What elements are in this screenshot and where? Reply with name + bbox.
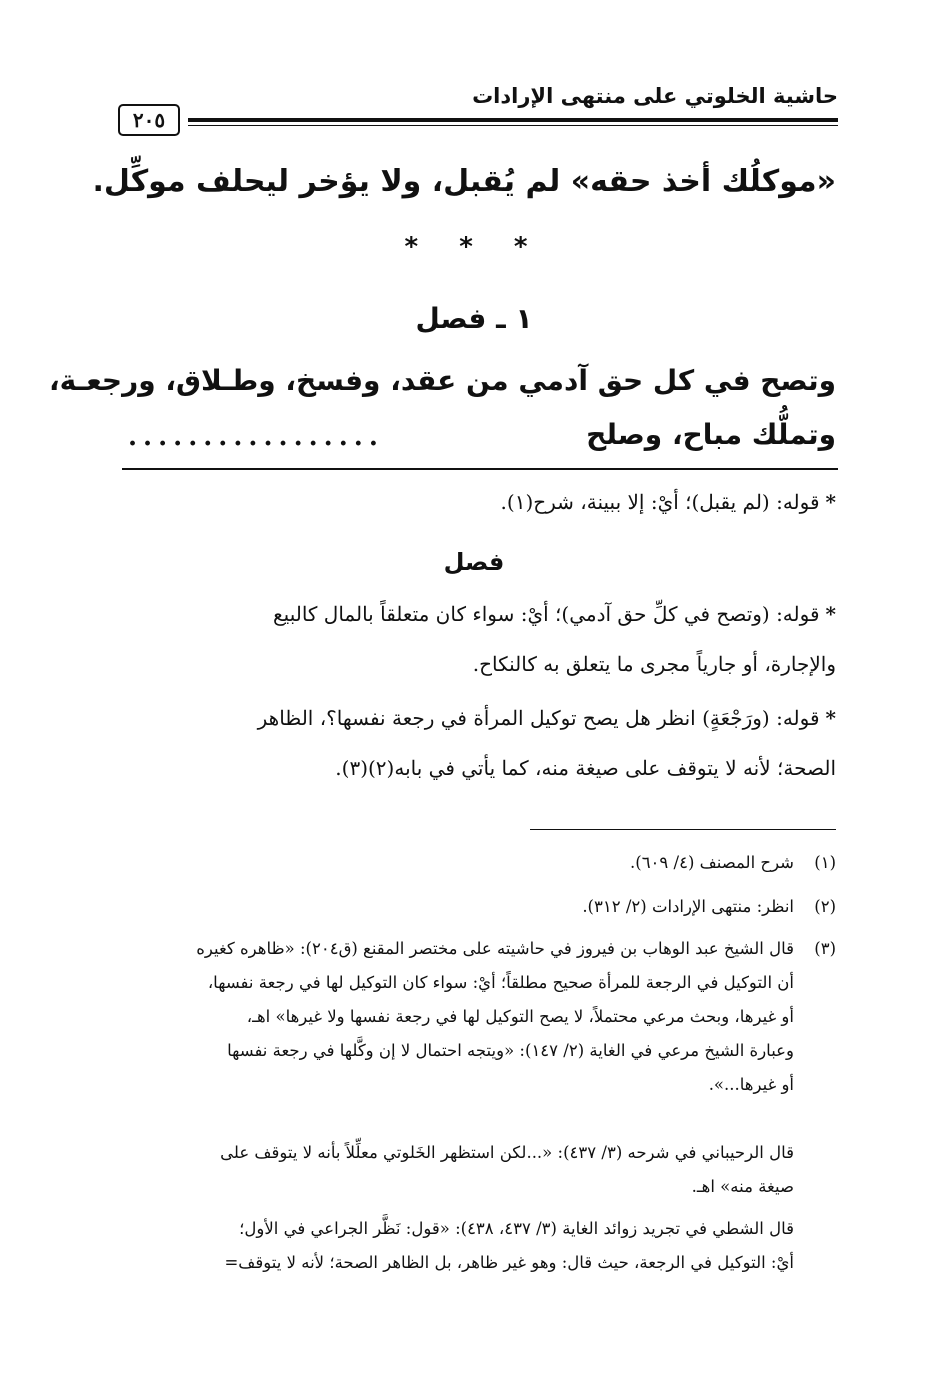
footnote-1-number: (١) — [814, 853, 836, 872]
matn-commentary-divider — [122, 468, 838, 470]
footnote-3-para-2-line: قال الرحيباني في شرحه (٣/ ٤٣٧): «...لكن استظهر الخَلوتي معلِّلاً بأنه لا يتوقف على — [220, 1143, 794, 1162]
running-title: حاشية الخلوتي على منتهى الإرادات — [472, 84, 838, 108]
page-header — [118, 76, 838, 136]
footnote-3-para-2 — [122, 1136, 794, 1204]
commentary-1-text: قوله: (لم يقبل)؛ أيْ: إلا ببينة، شرح(١). — [500, 490, 820, 514]
footnote-3-para-3-line: قال الشطي في تجريد زوائد الغاية (٣/ ٤٣٧، ٤٣٨): «قول: نَظَّر الجراعي في الأول؛ — [239, 1219, 794, 1238]
footnote-1-text: شرح المصنف (٤/ ٦٠٩). — [630, 853, 794, 872]
footnote-3 — [122, 932, 836, 1102]
commentary-2-text-1: قوله: (وتصح في كلِّ حق آدمي)؛ أيْ: سواء كان متعلقاً بالمال كالبيع — [273, 602, 820, 626]
footnote-3-para-2-line: صيغة منه» اهـ. — [691, 1177, 794, 1196]
footnote-2-number: (٢) — [814, 897, 836, 916]
page-number-box: ٢٠٥ — [118, 104, 180, 136]
footnote-3-line: أو غيرها...». — [708, 1075, 794, 1094]
commentary-2-line-1 — [273, 602, 836, 626]
footnote-3-line: أو غيرها، وبحث مرعي محتملاً، لا يصح التوكيل لها في رجعة نفسها ولا غيرها» اهـ، — [246, 1007, 794, 1026]
footnote-divider — [530, 829, 836, 830]
matn-line-3: وتملُّك مباح، وصلح — [586, 418, 836, 451]
matn-line-1: «موكلُك أخذ حقه» لم يُقبل، ولا يؤخر ليحلف موكِّل. — [92, 164, 836, 199]
footnote-1 — [122, 846, 836, 880]
commentary-sub-heading: فصل — [443, 548, 505, 576]
bullet-icon: * — [825, 490, 836, 514]
footnote-3-line: أن التوكيل في الرجعة للمرأة صحيح مطلقاً؛ أيْ: سواء كان التوكيل لها في رجعة نفسها، — [207, 973, 794, 992]
matn-line-2: وتصح في كل حق آدمي من عقد، وفسخ، وطـلاق، ورجعـة، — [48, 364, 836, 397]
footnote-3-para-3-line: أيْ: التوكيل في الرجعة، حيث قال: وهو غير ظاهر، بل الظاهر الصحة؛ لأنه لا يتوقف= — [224, 1253, 794, 1272]
bullet-icon: * — [825, 602, 836, 626]
header-rule-thin — [188, 125, 838, 126]
bullet-icon: * — [825, 706, 836, 730]
footnote-2-text: انظر: منتهى الإرادات (٢/ ٣١٢). — [582, 897, 794, 916]
section-heading: ١ ـ فصل — [415, 302, 533, 335]
footnote-3-para-3 — [122, 1212, 794, 1280]
commentary-3-line-2: الصحة؛ لأنه لا يتوقف على صيغة منه، كما يأتي في بابه(٢)(٣). — [335, 756, 836, 780]
commentary-3-text-1: قوله: (ورَجْعَةٍ) انظر هل يصح توكيل المرأة في رجعة نفسها؟، الظاهر — [257, 706, 820, 730]
footnote-2 — [122, 890, 836, 924]
footnote-3-line: وعبارة الشيخ مرعي في الغاية (٢/ ١٤٧): «ويتجه احتمال لا إن وكَّلها في رجعة نفسها — [227, 1041, 794, 1060]
commentary-3-line-1 — [258, 706, 836, 730]
section-separator-stars: * * * — [404, 232, 544, 262]
footnote-3-number: (٣) — [814, 939, 836, 958]
footnote-3-body — [122, 932, 794, 1102]
footnote-3-line: قال الشيخ عبد الوهاب بن فيروز في حاشيته على مختصر المقنع (ق٢٠٤): «ظاهره كغيره — [196, 939, 794, 958]
commentary-2-line-2: والإجارة، أو جارياً مجرى ما يتعلق به كالنكاح. — [472, 652, 836, 676]
commentary-1 — [501, 490, 836, 514]
header-rule — [188, 118, 838, 122]
leader-dots: ................. — [128, 422, 384, 452]
